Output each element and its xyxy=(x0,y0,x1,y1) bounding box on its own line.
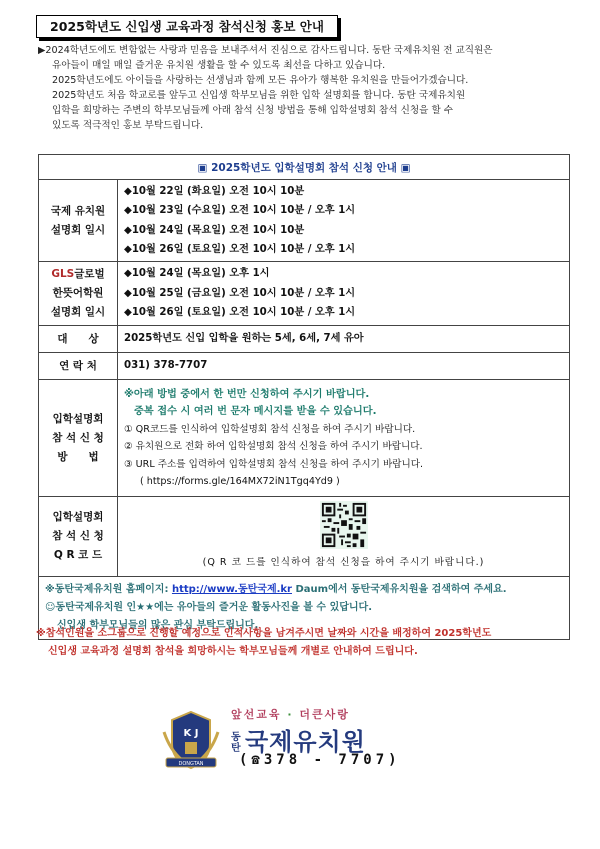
intro-text xyxy=(38,43,570,133)
target-value: 2025학년도 신입 입학을 원하는 5세, 6세, 7세 유아 xyxy=(118,326,570,353)
gls-logo-text: GLS xyxy=(51,268,75,280)
notice-line: ※참석인원을 소그룹으로 진행할 예정으로 인적사항을 남겨주시면 날짜와 시간을 배정하여 2025학년도 xyxy=(36,628,492,639)
qr-caption: (Q R 코 드를 인식하여 참석 신청을 하여 주시기 바랍니다.) xyxy=(202,557,485,568)
gls-schedule xyxy=(118,262,570,326)
label-line: Q R 코 드 xyxy=(53,548,103,561)
label-line: 국제 유치원 xyxy=(50,204,106,217)
slogan-part: 앞선교육 xyxy=(231,708,282,721)
schedule-item: ◆10월 22일 (화요일) 오전 10시 10분 xyxy=(124,185,305,197)
slogan-dot: · xyxy=(287,708,294,721)
intro-line: ▶2024학년도에도 변함없는 사랑과 믿음을 보내주셔서 진심으로 감사드립니다. 동탄 국제유치원 전 교직원은 xyxy=(38,45,493,56)
method-note: 중복 접수 시 여러 번 문자 메시지를 받을 수 있습니다. xyxy=(134,406,377,417)
logo-name-small: 동탄 xyxy=(231,732,242,754)
emblem-letters: K J xyxy=(183,728,199,739)
label-line xyxy=(39,265,117,284)
schedule-item: ◆10월 25일 (금요일) 오전 10시 10분 / 오후 1시 xyxy=(124,287,356,299)
intro-line: 입학을 희망하는 주변의 학부모님들께 아래 참석 신청 방법을 통해 입학설명회 참석 신청을 할 수 xyxy=(52,105,454,116)
label-line: 입학설명회 xyxy=(52,412,104,425)
notice-text xyxy=(36,625,576,661)
label-line: 방 법 xyxy=(57,450,99,463)
row-label-method xyxy=(39,380,118,497)
method-item: ① QR코드를 인식하여 입학설명회 참석 신청을 하여 주시기 바랍니다. xyxy=(124,423,416,435)
logo-phone: (☎378 - 7707) xyxy=(239,752,401,768)
row-label-kindergarten xyxy=(39,180,118,262)
method-item: ② 유치원으로 전화 하여 입학설명회 참석 신청을 하여 주시기 바랍니다. xyxy=(124,441,423,452)
schedule-item: ◆10월 24일 (목요일) 오후 1시 xyxy=(124,268,270,280)
schedule-item: ◆10월 23일 (수요일) 오전 10시 10분 / 오후 1시 xyxy=(124,205,356,216)
row-label-qr xyxy=(39,497,118,577)
page-title: 2025학년도 신입생 교육과정 참석신청 홍보 안내 xyxy=(36,15,338,38)
kindergarten-schedule xyxy=(118,180,570,262)
homepage-suffix: Daum에서 동탄국제유치원을 검색하여 주세요. xyxy=(292,583,507,595)
form-url[interactable]: ( https://forms.gle/164MX72iN1Tgq4Yd9 ) xyxy=(140,476,340,487)
table-header: ▣ 2025학년도 입학설명회 참석 신청 안내 ▣ xyxy=(39,155,570,180)
method-note: ※아래 방법 중에서 한 번만 신청하여 주시기 바랍니다. xyxy=(124,388,370,400)
label-line: 설명회 일시 xyxy=(50,306,106,318)
contact-value: 031) 378-7707 xyxy=(118,353,570,380)
schedule-item: ◆10월 26일 (토요일) 오전 10시 10분 / 오후 1시 xyxy=(124,307,356,319)
homepage-prefix: ※동탄국제유치원 홈페이지: xyxy=(45,583,172,595)
notice-line: 신입생 교육과정 설명회 참석을 희망하시는 학부모님들께 개별로 안내하여 드립니다. xyxy=(48,646,418,657)
logo-slogan xyxy=(231,706,350,722)
intro-line: 2025학년도 처음 학교로를 앞두고 신입생 학부모님을 위한 입학 설명회를 합니다. 동탄 국제유치원 xyxy=(52,90,466,101)
info-table xyxy=(38,154,570,640)
schedule-item: ◆10월 24일 (목요일) 오전 10시 10분 xyxy=(124,224,305,236)
slogan-part: 더큰사랑 xyxy=(299,708,350,721)
homepage-link[interactable]: http://www.동탄국제.kr xyxy=(171,583,292,595)
label-line: 참 석 신 청 xyxy=(52,431,104,444)
instagram-line: ☺동탄국제유치원 인★★에는 유아들의 즐거운 활동사진을 볼 수 있답니다. xyxy=(45,601,373,613)
emblem-text: DONGTAN xyxy=(178,761,204,767)
label-line: 입학설명회 xyxy=(52,510,104,523)
schedule-item: ◆10월 26일 (토요일) 오전 10시 10분 / 오후 1시 xyxy=(124,244,356,255)
label-line: 한뜻어학원 xyxy=(52,287,104,299)
row-label-target: 대 상 xyxy=(39,326,118,353)
intro-line: 유아들이 매일 매일 즐거운 유치원 생활을 할 수 있도록 최선을 다하고 있습니다. xyxy=(52,60,386,71)
method-content xyxy=(118,380,570,497)
homepage-line xyxy=(45,581,563,599)
qr-code-icon[interactable] xyxy=(320,501,368,549)
label-text: 글로벌 xyxy=(74,268,105,280)
intro-line: 있도록 적극적인 홍보 부탁드립니다. xyxy=(52,120,204,131)
row-label-contact: 연 락 처 xyxy=(39,353,118,380)
label-line: 설명회 일시 xyxy=(50,223,106,236)
closing-line: 신입생 학부모님들의 많은 관심 부탁드립니다. xyxy=(57,619,259,631)
method-item: ③ URL 주소를 입력하여 입학설명회 참석 신청을 하여 주시기 바랍니다. xyxy=(124,458,424,470)
row-label-gls xyxy=(39,262,118,326)
label-line: 참 석 신 청 xyxy=(52,529,104,542)
qr-content xyxy=(118,497,570,577)
kindergarten-emblem-icon xyxy=(160,710,222,772)
logo-name-main: 국제유치원 xyxy=(245,728,366,756)
intro-line: 2025학년도에도 아이들을 사랑하는 선생님과 함께 모든 유아가 행복한 유치원을 만들어가겠습니다. xyxy=(52,75,469,86)
